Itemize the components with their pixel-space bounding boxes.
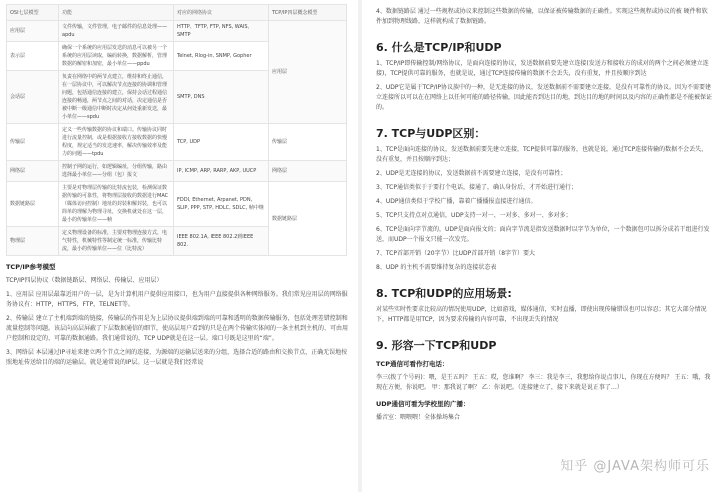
list-item: 1、TCP是面向连接的协议，发送数据前要先建立连接，TCP提供可靠的服务，也就是说，通过TCP连接传输的数据不会丢失，没有重复，并且按顺序到达； bbox=[376, 146, 708, 163]
left-page bbox=[0, 0, 358, 492]
layer-cell: 表示层 bbox=[7, 42, 59, 71]
layer-cell: 会话层 bbox=[7, 71, 59, 124]
list-item: 7、TCP首部开销（20字节）比UDP首部开销（8字节）要大 bbox=[376, 250, 536, 257]
protocol-cell: Telnet, Rlog-in, SNMP, Gopher bbox=[174, 42, 269, 71]
table-row bbox=[7, 182, 347, 227]
function-cell: 负责在网络中的两节点建立，维持和终止通信，在一层协议中，可以解决节点连接的协调和管理问题，包括通信连接的建立，保持会话过程通信连接的畅通，两节点之间的对话，决定通信是否被中断一级通信中断时决定从何处重新发送，最小单位——spdu bbox=[59, 71, 174, 124]
layer-cell: 传输层 bbox=[7, 124, 59, 161]
layer-cell: 网络层 bbox=[7, 161, 59, 182]
function-cell: 文件传输，文件管理，电子邮件的信息处理——apdu bbox=[59, 21, 174, 42]
data-link-paragraph: 4、数据链路层 通过一些规程或协议来控制这些数据的传输，以保证被传输数据的正确性。实现这些规程或协议的被 硬件和软件加到物理线路，这样就构成了数据链路。 bbox=[376, 8, 708, 25]
list-item: 3、TCP通信类似于于要打个电话，接通了，确认身份后，才开始进行通行； bbox=[376, 184, 577, 191]
layer-cell: 数据链路层 bbox=[7, 182, 59, 227]
layer-cell: 物理层 bbox=[7, 227, 59, 256]
zhihu-watermark: 知乎 @JAVA架构师可乐 bbox=[560, 459, 710, 474]
tcpip-layer-cell: 网络层 bbox=[269, 161, 347, 182]
tcp-analogy-paragraph: 李三(拨了个号码)：喂，是王五吗？ 王五：哎，您谁啊？ 李三：我是李三，我想给你说点事儿，你现在方便吗？ 王五：哦，我现在方便，你说吧。 甲：那我说了啊？ 乙：你说吧。（连接建立了，接下来就是说正事了…） bbox=[376, 374, 711, 391]
section-8-heading: 8. TCP和UDP的应用场景: bbox=[376, 287, 512, 300]
protocol-cell: FDDI, Ethernet, Arpanet, PDN, SLIP, PPP, STP, HDLC, SDLC, 帧中继 bbox=[174, 182, 269, 227]
list-item: 2、UDP是无连接的协议，发送数据前不需要建立连接，是没有可靠性； bbox=[376, 170, 567, 177]
tcp-analogy-heading: TCP通信可看作打电话： bbox=[376, 360, 449, 368]
section-6-paragraph: 2、UDP它是属于TCP/IP协议族中的一种，是无连接的协议，发送数据前不需要建立连接，是没有可靠性的协议。因为不需要建立连接所以可以在在网络上以任何可能的路径传输，因此能否到达目的地，到达目的地的时间以及内容的正确性都是不能被保证的。 bbox=[376, 84, 713, 111]
tcpip-layer-cell: 应用层 bbox=[269, 21, 347, 124]
application-layer-paragraph: 1、应用层 应用层最靠近用户的一层，是为计算机用户提供应用接口，也为用户直接提供各种网络服务。我们常见应用层的网络服务协议有：HTTP，HTTPS，FTP，TELNET等。 bbox=[6, 291, 348, 308]
table-header: TCP/IP四层概念模型 bbox=[269, 5, 347, 21]
table-row bbox=[7, 161, 347, 182]
udp-analogy-paragraph: 播音室：喂喂喂！全体操场集合 bbox=[376, 414, 461, 421]
protocol-cell: TCP, UDP bbox=[174, 124, 269, 161]
protocol-cell: HTTP、TFTP, FTP, NFS, WAIS、SMTP bbox=[174, 21, 269, 42]
section-9-heading: 9. 形容一下TCP和UDP bbox=[376, 339, 497, 352]
section-7-heading: 7. TCP与UDP区别： bbox=[376, 127, 486, 140]
right-page bbox=[362, 0, 720, 492]
tcpip-model-title: TCP/IP参考模型 bbox=[6, 263, 56, 271]
layer-cell: 应用层 bbox=[7, 21, 59, 42]
section-6-paragraph: 1、TCP/IP即传输控制/网络协议，是面向连接的协议，发送数据前要先建立连接(发送方和接收方的成对的两个之间必须建立连接)，TCP提供可靠的服务，也就是说，通过TCP连接传输的数据不会丢失，没有重复，并且按顺序到达 bbox=[376, 60, 709, 77]
network-layer-paragraph: 3、网络层 本层通过IP寻址来建立两个节点之间的连接，为源端的运输层送来的分组，选择合适的路由和交换节点，正确无误地按照地址传送给目的端的运输层。就是通常说的IP层。这一层就是我们经常说 bbox=[6, 349, 348, 366]
osi-table bbox=[6, 4, 347, 256]
list-item: 5、TCP只支持点对点通信，UDP支持一对一、一对多、多对一、多对多； bbox=[376, 212, 572, 219]
protocol-cell: IP, ICMP, ARP, RARP, AKP, UUCP bbox=[174, 161, 269, 182]
function-cell: 控制子网的运行，如逻辑编址，分组传输，路由选择最小单位——分组（包）报文 bbox=[59, 161, 174, 182]
function-cell: 主要是对物理层传输的比特流包装，检测保证数据传输的可靠性，将物理层接收的数据进行MAC（媒体访问控制）地址的封装和解封装，也可以简单的理解为物理寻址，交换机就处在这一层，最小的传输单位——帧 bbox=[59, 182, 174, 227]
tcpip-model-intro: TCP/IP四层协议（数据链路层、网络层、传输层、应用层） bbox=[6, 277, 163, 284]
list-item: 4、UDP通信类似于学校广播，靠着广播播报直接进行通信。 bbox=[376, 198, 537, 205]
table-row bbox=[7, 21, 347, 42]
udp-analogy-heading: UDP通信可看为学校里的广播： bbox=[376, 400, 470, 408]
table-header: 对应的网络协议 bbox=[174, 5, 269, 21]
section-6-heading: 6. 什么是TCP/IP和UDP bbox=[376, 41, 502, 54]
protocol-cell: IEEE 802.1A, IEEE 802.2到IEEE 802. bbox=[174, 227, 269, 256]
tcpip-layer-cell: 传输层 bbox=[269, 124, 347, 161]
function-cell: 确保一个系统的应用层发送的消息可以被另一个系统的应用层读取，编码转换，数据解析，管理数据的解密和加密，最小单位——ppdu bbox=[59, 42, 174, 71]
table-header: OSI七层模型 bbox=[7, 5, 59, 21]
list-item: 8、UDP 的主机不需要维持复杂的连接状态表 bbox=[376, 264, 497, 271]
function-cell: 定义物理设备的标准，主要对物理连接方式，电气特性，机械特性等制定统一标准，传输比特流，最小的传输单位——位（比特流） bbox=[59, 227, 174, 256]
function-cell: 定义一些传输数据的协议和端口。传输协议同时进行流量控制，或是根据接收方接收数据的快慢程度，规定适当的发送速率，解决传输效率及能力的问题——tpdu bbox=[59, 124, 174, 161]
section-8-paragraph: 对某些实时性要求比较高的情况使用UDP，比如游戏，媒体通信，实时直播，即使出现传输错误也可以容忍；其它大部分情况下，HTTP都是用TCP，因为要求传输的内容可靠，不出现丢失的情况 bbox=[376, 306, 707, 323]
table-header: 功能 bbox=[59, 5, 174, 21]
table-row bbox=[7, 124, 347, 161]
tcpip-layer-cell: 数据链路层 bbox=[269, 182, 347, 256]
transport-layer-paragraph: 2、传输层 建立了主机端到端的链接，传输层的作用是为上层协议提供端到端的可靠和透明的数据传输服务，包括处理差错控制和流量控制等问题。该层向高层屏蔽了下层数据通信的细节，使高层用户看到的只是在两个传输实体间的一条主机到主机的、可由用户控制和设定的、可靠的数据通路。我们通常说的，TCP UDP就是在这一层。端口号既是这里的“端”。 bbox=[6, 315, 349, 342]
table-header-row bbox=[7, 5, 347, 21]
protocol-cell: SMTP, DNS bbox=[174, 71, 269, 124]
list-item: 6、TCP是面向字节流的，UDP是面向报文的；面向字节流是指发送数据时以字节为单位，一个数据包可以拆分成若干组进行发送，而UDP一个报文只能一次发完。 bbox=[376, 226, 710, 243]
